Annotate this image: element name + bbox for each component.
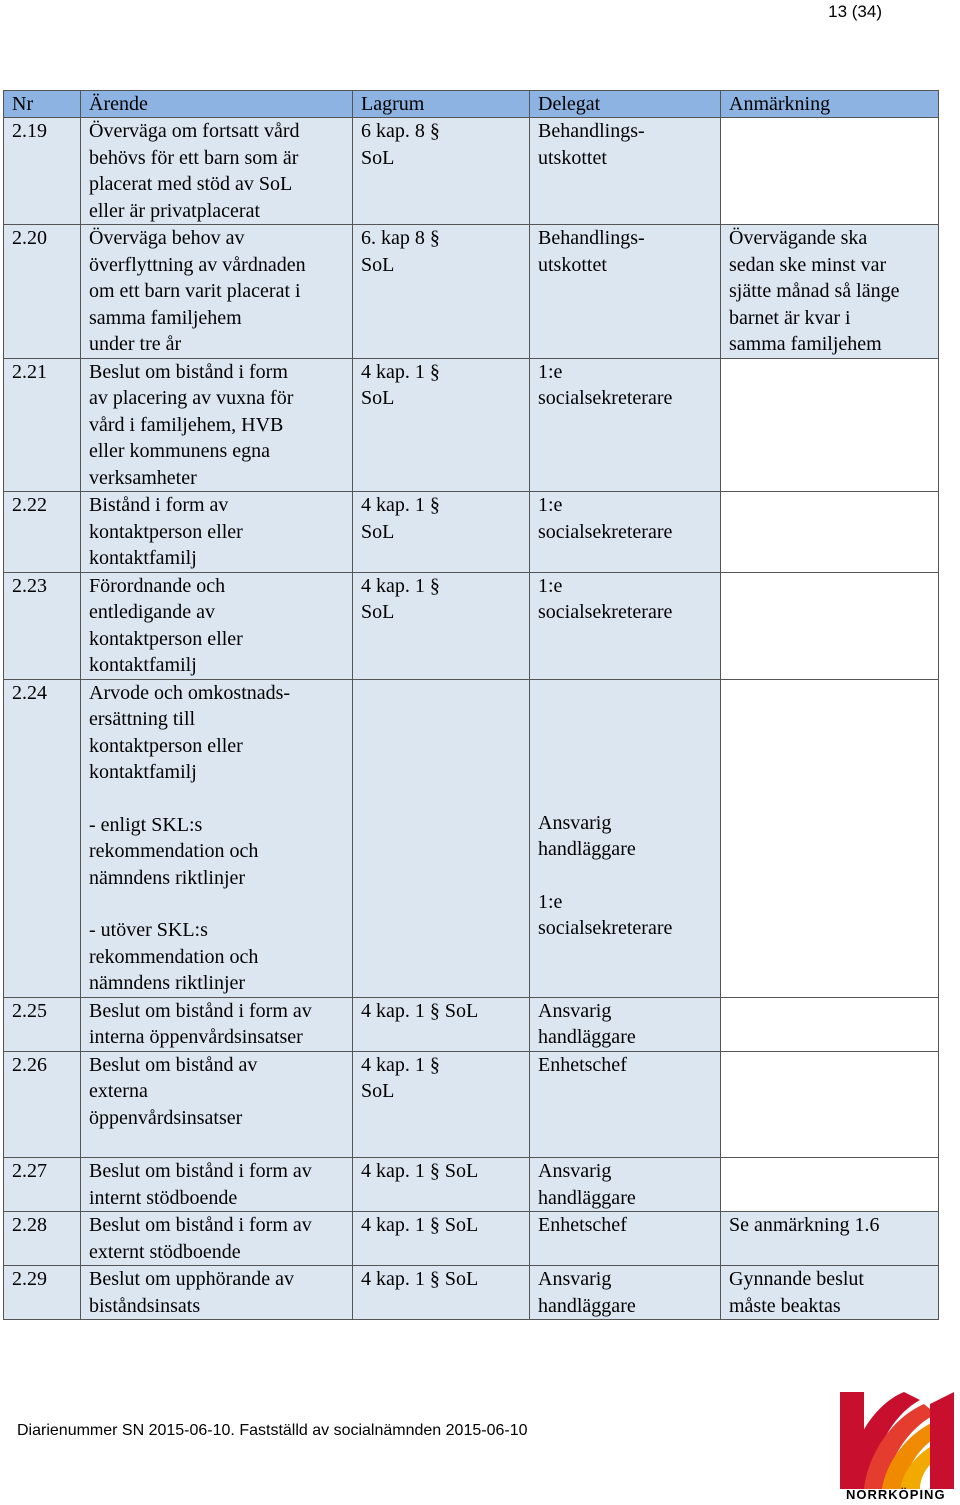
cell-lagrum (353, 1212, 530, 1266)
cell-line: Ansvarig (538, 1268, 612, 1290)
cell-lagrum (353, 358, 530, 492)
cell-line: Övervägande ska (729, 227, 868, 249)
cell-line: biståndsinsats (89, 1294, 201, 1317)
cell-line: 1:e (538, 494, 563, 516)
cell-nr (4, 492, 81, 573)
cell-line: 2.28 (12, 1214, 47, 1236)
cell-line: rekommendation och (89, 945, 259, 968)
cell-anmarkning (721, 679, 939, 997)
cell-line: överflyttning av vårdnaden (89, 253, 306, 276)
cell-anmarkning (721, 1212, 939, 1266)
cell-line: Beslut om bistånd i form av (89, 999, 312, 1022)
cell-line: 2.19 (12, 120, 47, 142)
cell-nr (4, 358, 81, 492)
column-header: Ärende (81, 91, 353, 118)
cell-line: kontaktperson eller (89, 520, 243, 543)
table-header-row (4, 91, 939, 118)
cell-line: eller kommunens egna (89, 440, 271, 462)
cell-anmarkning (721, 225, 939, 359)
cell-line: socialsekreterare (538, 917, 673, 939)
cell-lagrum (353, 492, 530, 573)
cell-delegat (530, 118, 721, 225)
cell-lagrum (353, 1266, 530, 1320)
cell-lagrum (353, 1158, 530, 1212)
cell-nr (4, 1212, 81, 1266)
cell-anmarkning (721, 1158, 939, 1212)
cell-arende (81, 118, 353, 225)
cell-nr (4, 118, 81, 225)
cell-line: samma familjehem (89, 306, 242, 329)
cell-line: Behandlings- (538, 227, 645, 249)
cell-delegat (530, 492, 721, 573)
cell-line: handläggare (538, 1294, 636, 1317)
cell-nr (4, 1266, 81, 1320)
cell-delegat (530, 225, 721, 359)
cell-line: socialsekreterare (538, 387, 673, 409)
cell-line: behövs för ett barn som är (89, 146, 299, 169)
cell-line: 6 kap. 8 § (361, 120, 440, 142)
cell-line: utskottet (538, 146, 607, 169)
cell-line: måste beaktas (729, 1294, 841, 1317)
cell-nr (4, 1051, 81, 1158)
cell-lagrum (353, 118, 530, 225)
cell-line: Arvode och omkostnads- (89, 681, 291, 704)
cell-delegat (530, 358, 721, 492)
cell-line: eller är privatplacerat (89, 199, 260, 222)
cell-anmarkning (721, 1266, 939, 1320)
cell-line: kontaktfamilj (89, 654, 197, 676)
cell-delegat (530, 1158, 721, 1212)
cell-lagrum (353, 572, 530, 679)
cell-line: externt stödboende (89, 1240, 241, 1263)
cell-line: internt stödboende (89, 1186, 238, 1209)
cell-arende (81, 1158, 353, 1212)
cell-anmarkning (721, 1051, 939, 1158)
cell-line: under tre år (89, 333, 182, 355)
cell-anmarkning (721, 572, 939, 679)
cell-line: SoL (361, 1080, 395, 1102)
table-row (4, 358, 939, 492)
cell-line: Bistånd i form av (89, 494, 229, 516)
cell-line: Ansvarig (538, 999, 612, 1022)
cell-line: 2.24 (12, 681, 47, 704)
cell-line: SoL (361, 146, 395, 169)
cell-line: 6. kap 8 § (361, 227, 440, 249)
cell-arende (81, 1266, 353, 1320)
footer-text: Diarienummer SN 2015-06-10. Fastställd av socialnämnden 2015-06-10 (17, 1422, 528, 1439)
cell-line: SoL (361, 253, 395, 276)
cell-line: Beslut om bistånd av (89, 1053, 258, 1076)
cell-arende (81, 358, 353, 492)
cell-line: 1:e (538, 360, 563, 383)
page-number: 13 (34) (828, 2, 882, 21)
cell-line: handläggare (538, 838, 636, 860)
column-header: Nr (4, 91, 81, 118)
cell-line: Beslut om bistånd i form (89, 360, 288, 383)
cell-line: sedan ske minst var (729, 253, 887, 276)
cell-line: nämndens riktlinjer (89, 866, 246, 889)
cell-nr (4, 679, 81, 997)
cell-line: av placering av vuxna för (89, 387, 294, 409)
cell-line: 4 kap. 1 § (361, 360, 440, 383)
table-row (4, 1212, 939, 1266)
cell-line: kontaktperson eller (89, 627, 243, 650)
cell-line: 4 kap. 1 § SoL (361, 1214, 479, 1236)
cell-line: Ansvarig (538, 811, 612, 834)
cell-delegat (530, 1266, 721, 1320)
cell-line: 4 kap. 1 § (361, 1053, 440, 1076)
cell-line: Förordnande och (89, 574, 226, 597)
table-row (4, 118, 939, 225)
cell-line: 4 kap. 1 § (361, 574, 440, 597)
cell-line: 2.21 (12, 360, 47, 383)
cell-line: öppenvårdsinsatser (89, 1106, 243, 1129)
cell-line: interna öppenvårdsinsatser (89, 1026, 303, 1048)
cell-arende (81, 572, 353, 679)
cell-line: 4 kap. 1 § SoL (361, 1160, 479, 1182)
cell-line: Beslut om bistånd i form av (89, 1214, 312, 1236)
cell-line: socialsekreterare (538, 520, 673, 543)
cell-arende (81, 679, 353, 997)
table-row (4, 1266, 939, 1320)
cell-lagrum (353, 1051, 530, 1158)
cell-line: barnet är kvar i (729, 306, 851, 329)
cell-line: verksamheter (89, 466, 197, 489)
cell-line: externa (89, 1080, 148, 1102)
logo-text: NORRKÖPING (846, 1487, 946, 1502)
cell-line: 2.22 (12, 494, 47, 516)
cell-line: 2.26 (12, 1053, 47, 1076)
cell-line: rekommendation och (89, 840, 259, 862)
cell-line: 4 kap. 1 § SoL (361, 999, 479, 1022)
cell-line: Gynnande beslut (729, 1268, 864, 1290)
cell-line: - utöver SKL:s (89, 919, 208, 941)
table-row (4, 679, 939, 997)
cell-line: handläggare (538, 1026, 636, 1048)
cell-arende (81, 492, 353, 573)
cell-line: kontaktfamilj (89, 761, 197, 783)
cell-delegat (530, 1051, 721, 1158)
cell-delegat (530, 679, 721, 997)
column-header: Anmärkning (721, 91, 939, 118)
cell-arende (81, 1051, 353, 1158)
cell-line: - enligt SKL:s (89, 813, 203, 836)
cell-lagrum (353, 225, 530, 359)
cell-line: 4 kap. 1 § (361, 494, 440, 516)
cell-line: samma familjehem (729, 333, 882, 355)
cell-nr (4, 997, 81, 1051)
cell-anmarkning (721, 997, 939, 1051)
cell-line: 4 kap. 1 § SoL (361, 1268, 479, 1290)
cell-delegat (530, 997, 721, 1051)
cell-line: entledigande av (89, 601, 216, 623)
cell-line: Beslut om bistånd i form av (89, 1160, 312, 1182)
cell-line: 2.27 (12, 1160, 47, 1182)
cell-arende (81, 225, 353, 359)
column-header: Lagrum (353, 91, 530, 118)
cell-line: Överväga behov av (89, 227, 245, 249)
cell-line: Ansvarig (538, 1160, 612, 1182)
cell-nr (4, 225, 81, 359)
cell-line: SoL (361, 601, 395, 623)
cell-line: nämndens riktlinjer (89, 972, 246, 994)
cell-line: handläggare (538, 1186, 636, 1209)
cell-line: 2.25 (12, 999, 47, 1022)
table-row (4, 492, 939, 573)
table-row (4, 1158, 939, 1212)
cell-line: 2.29 (12, 1268, 47, 1290)
cell-line: utskottet (538, 253, 607, 276)
cell-arende (81, 1212, 353, 1266)
cell-line: sjätte månad så länge (729, 280, 900, 302)
column-header: Delegat (530, 91, 721, 118)
cell-line: ersättning till (89, 708, 196, 730)
cell-line: kontaktfamilj (89, 547, 197, 569)
cell-line: 2.20 (12, 227, 47, 249)
cell-line: Beslut om upphörande av (89, 1268, 294, 1290)
cell-delegat (530, 1212, 721, 1266)
cell-line: 2.23 (12, 574, 47, 597)
cell-anmarkning (721, 492, 939, 573)
table-row (4, 225, 939, 359)
cell-line: SoL (361, 387, 395, 409)
cell-lagrum (353, 997, 530, 1051)
delegation-table (3, 90, 939, 1320)
cell-line: om ett barn varit placerat i (89, 280, 301, 302)
cell-line: Se anmärkning 1.6 (729, 1214, 880, 1236)
cell-line: vård i familjehem, HVB (89, 413, 284, 436)
cell-arende (81, 997, 353, 1051)
cell-line: socialsekreterare (538, 601, 673, 623)
cell-line: Enhetschef (538, 1214, 627, 1236)
cell-line: SoL (361, 520, 395, 543)
cell-line: Enhetschef (538, 1053, 627, 1076)
cell-anmarkning (721, 358, 939, 492)
cell-line: placerat med stöd av SoL (89, 173, 293, 195)
cell-delegat (530, 572, 721, 679)
cell-lagrum (353, 679, 530, 997)
table-row (4, 572, 939, 679)
cell-line: Överväga om fortsatt vård (89, 120, 300, 142)
cell-line: Behandlings- (538, 120, 645, 142)
cell-line: 1:e (538, 890, 563, 913)
table-row (4, 1051, 939, 1158)
table-row (4, 997, 939, 1051)
cell-nr (4, 572, 81, 679)
cell-nr (4, 1158, 81, 1212)
cell-line: 1:e (538, 574, 563, 597)
cell-line: kontaktperson eller (89, 734, 243, 757)
cell-anmarkning (721, 118, 939, 225)
